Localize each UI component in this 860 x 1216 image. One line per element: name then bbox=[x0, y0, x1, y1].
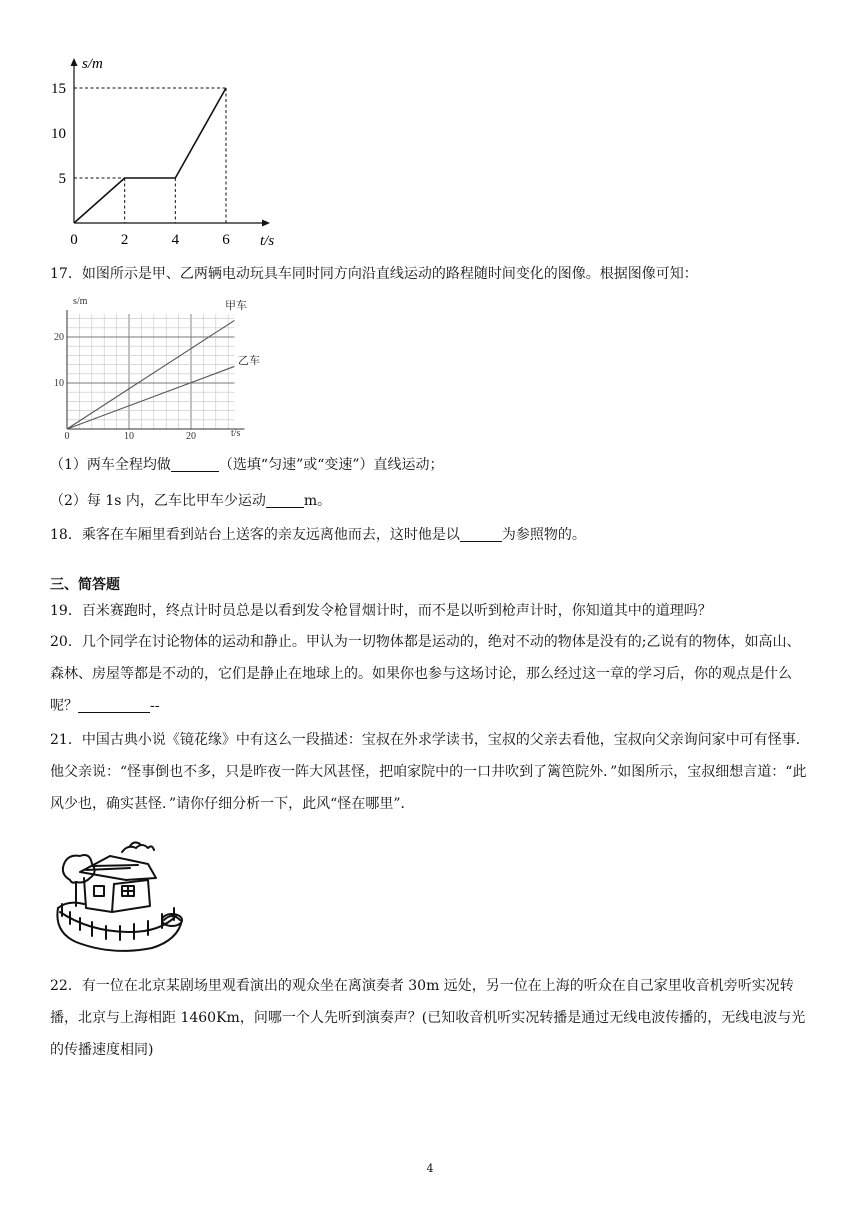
q17-blank-1[interactable] bbox=[171, 457, 219, 472]
q17-blank-2[interactable] bbox=[266, 493, 304, 508]
c2-x-tick-label: 10 bbox=[124, 431, 134, 442]
c2-grid bbox=[67, 314, 234, 429]
c2-y-tick-label: 20 bbox=[54, 332, 64, 343]
q17-stem: 17．如图所示是甲、乙两辆电动玩具车同时同方向沿直线运动的路程随时间变化的图像。根据图像可知： bbox=[50, 266, 698, 282]
c1-x-arrow bbox=[262, 220, 270, 227]
c1-y-tick-label: 10 bbox=[51, 126, 66, 142]
q18-b: 为参照物的。 bbox=[501, 527, 586, 543]
q17-part1-b: （选填“匀速”或“变速”）直线运动； bbox=[218, 457, 444, 473]
q17-part2-b: m。 bbox=[303, 493, 332, 509]
st-graph-1 bbox=[40, 40, 300, 255]
q20-text: 20．几个同学在讨论物体的运动和静止。甲认为一切物体都是运动的，绝对不动的物体是没有的;乙说有的物体，如高山、森林、房屋等都是不动的，它们是静止在地球上的。如果你也参与这场讨论，那么经过这一章的学习后，你的观点是什么呢？ bbox=[50, 634, 801, 714]
c1-y-arrow bbox=[71, 58, 78, 66]
c2-legend-yi: 乙车 bbox=[238, 355, 260, 367]
q17-part2 bbox=[50, 490, 331, 510]
page-number: 4 bbox=[426, 1162, 434, 1175]
c1-x-tick-label: 2 bbox=[120, 232, 129, 248]
c1-x-tick-label: 0 bbox=[70, 232, 78, 248]
q17-part1 bbox=[50, 454, 444, 474]
q18-a: 18．乘客在车厢里看到站台上送客的亲友远离他而去，这时他是以 bbox=[50, 527, 460, 543]
c1-series-line bbox=[74, 88, 226, 223]
q17-part1-a: （1）两车全程均做 bbox=[50, 457, 171, 473]
c2-ylabel: s/m bbox=[73, 296, 88, 307]
c1-xlabel: t/s bbox=[260, 233, 275, 249]
section-heading: 三、简答题 bbox=[50, 577, 120, 593]
house-well-illustration bbox=[50, 838, 190, 956]
c2-x-tick-label: 20 bbox=[186, 431, 196, 442]
c1-series bbox=[74, 88, 226, 223]
c1-y-tick-label: 5 bbox=[58, 171, 66, 187]
q21: 21．中国古典小说《镜花缘》中有这么一段描述：宝叔在外求学读书，宝叔的父亲去看他，宝叔向父亲询问家中可有怪事．他父亲说：“怪事倒也不多，只是昨夜一阵大风甚怪，把咱家院中的一口井吹到了篱笆院外．”如图所示，宝叔细想言道：“此风少也，确实甚怪．”请你仔细分析一下，此风“怪在哪里”． bbox=[50, 732, 810, 812]
q22: 22．有一位在北京某剧场里观看演出的观众坐在离演奏者 30m 远处，另一位在上海的听众在自己家里收音机旁听实况转播，北京与上海相距 1460Km，问哪一个人先听到演奏声？(已知收音机听实况转播是通过无线电波传播的，无线电波与光的传播速度相同) bbox=[50, 978, 806, 1058]
c2-xlabel: t/s bbox=[231, 428, 241, 439]
c2-legend-jia: 甲车 bbox=[225, 300, 247, 312]
q20 bbox=[50, 626, 810, 722]
q19: 19．百米赛跑时，终点计时员总是以看到发令枪冒烟计时，而不是以听到枪声计时，你知道其中的道理吗？ bbox=[50, 603, 712, 619]
c1-y-tick-label: 15 bbox=[51, 81, 66, 97]
c2-x-tick-label: 0 bbox=[64, 431, 70, 442]
q18 bbox=[50, 524, 586, 544]
st-graph-2 bbox=[45, 292, 275, 442]
c1-ylabel: s/m bbox=[82, 56, 103, 72]
c1-axes bbox=[71, 58, 271, 227]
q20-blank[interactable] bbox=[78, 698, 150, 713]
q20-tail: -- bbox=[150, 698, 160, 714]
c1-x-tick-label: 4 bbox=[171, 232, 180, 248]
c1-x-tick-label: 6 bbox=[222, 232, 230, 248]
q17-part2-a: （2）每 1s 内，乙车比甲车少运动 bbox=[50, 493, 266, 509]
q18-blank[interactable] bbox=[460, 527, 502, 542]
c2-y-tick-label: 10 bbox=[54, 378, 64, 389]
